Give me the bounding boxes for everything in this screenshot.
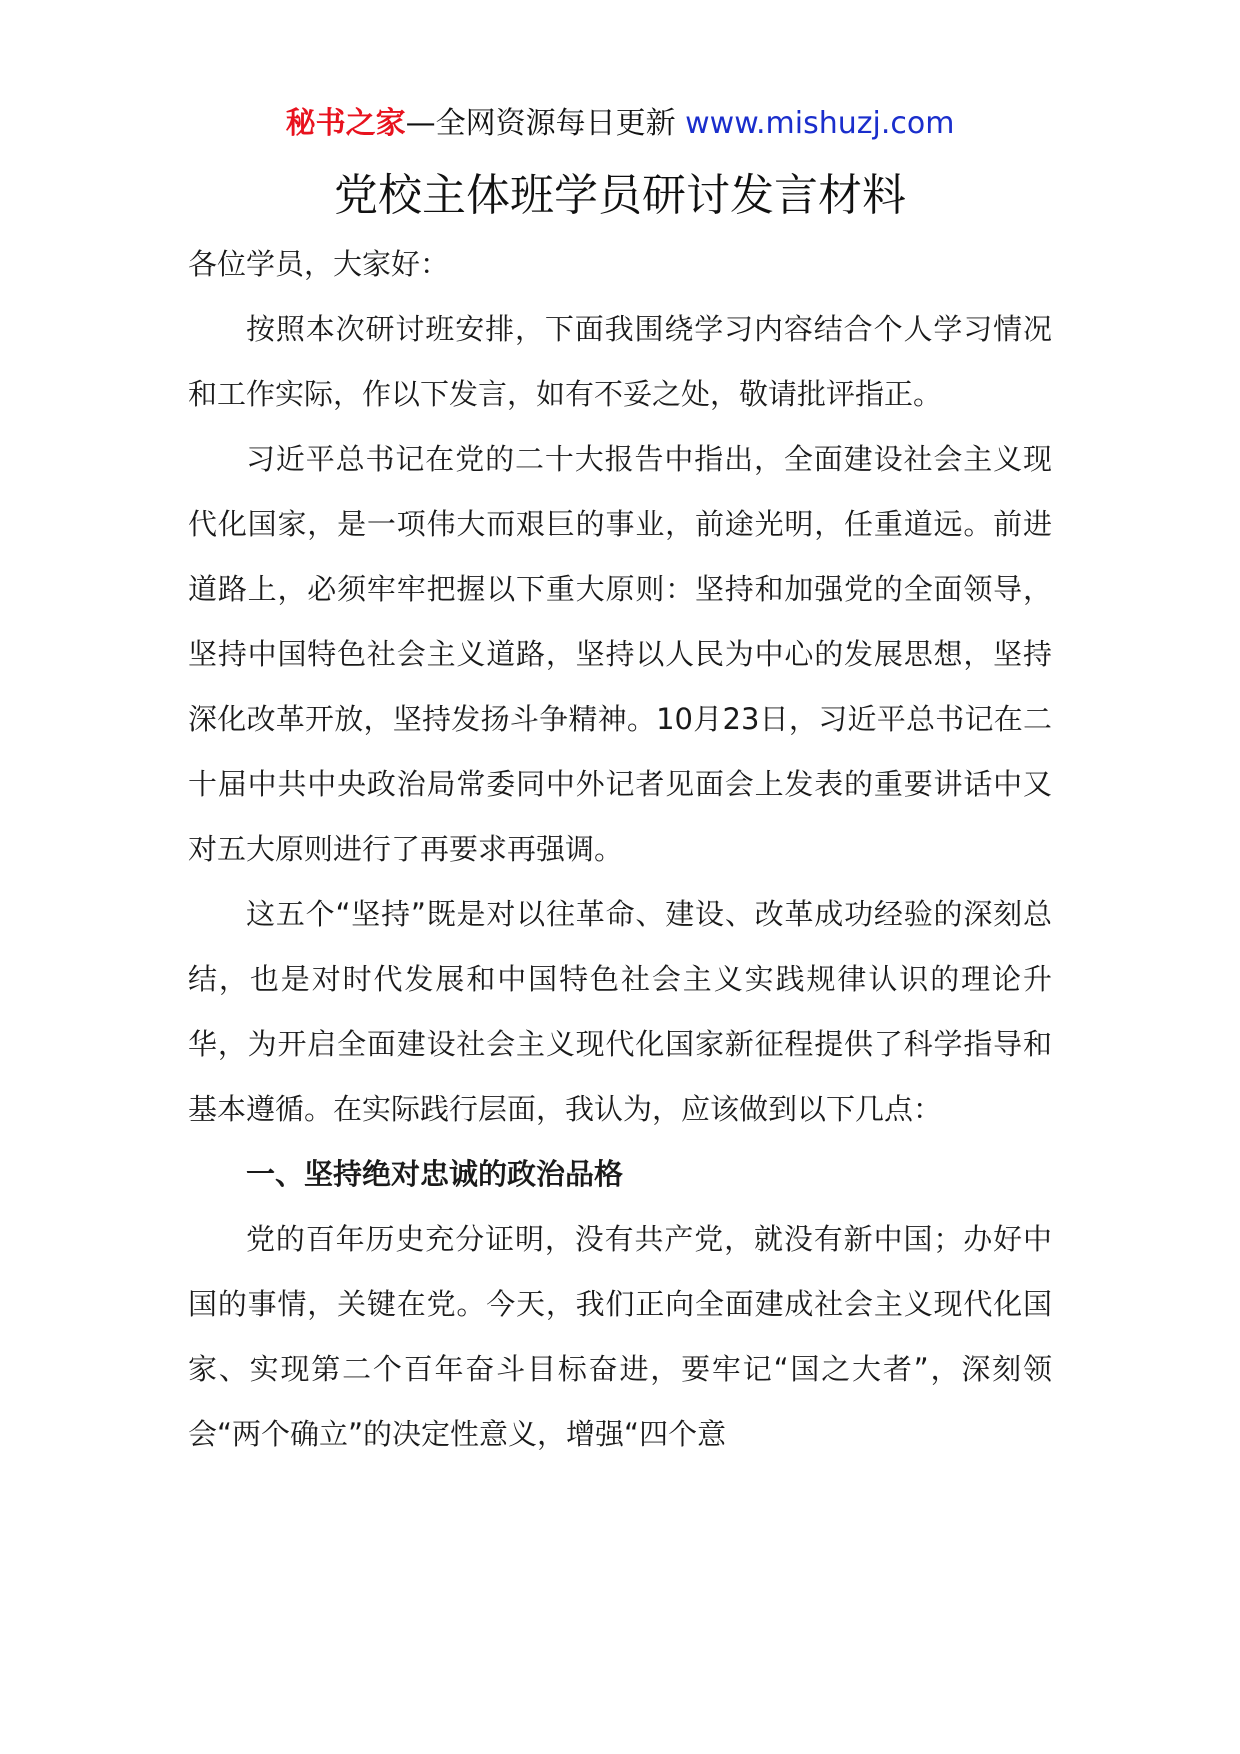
greeting-line: 各位学员，大家好： — [188, 247, 450, 281]
header-tagline: —全网资源每日更新 — [405, 106, 686, 141]
paragraph-intro: 按照本次研讨班安排，下面我围绕学习内容结合个人学习情况和工作实际，作以下发言，如有不妥之处，敬请批评指正。 — [188, 312, 1052, 411]
paragraph-principles: 习近平总书记在党的二十大报告中指出，全面建设社会主义现代化国家，是一项伟大而艰巨的事业，前途光明，任重道远。前进道路上，必须牢牢把握以下重大原则：坚持和加强党的全面领导，坚持中国特色社会主义道路，坚持以人民为中心的发展思想，坚持深化改革开放，坚持发扬斗争精神。10月23日，习近平总书记在二十届中共中央政治局常委同中外记者见面会上发表的重要讲话中又对五大原则进行了再要求再强调。 — [188, 442, 1052, 866]
paragraph-section-1: 党的百年历史充分证明，没有共产党，就没有新中国；办好中国的事情，关键在党。今天，我们正向全面建成社会主义现代化国家、实现第二个百年奋斗目标奋进，要牢记“国之大者”，深刻领会“两个确立”的决定性意义，增强“四个意 — [188, 1222, 1052, 1451]
site-header — [188, 100, 1052, 148]
document-title: 党校主体班学员研讨发言材料 — [334, 170, 906, 221]
paragraph-summary: 这五个“坚持”既是对以往革命、建设、改革成功经验的深刻总结，也是对时代发展和中国特色社会主义实践规律认识的理论升华，为开启全面建设社会主义现代化国家新征程提供了科学指导和基本遵循。在实际践行层面，我认为，应该做到以下几点： — [188, 897, 1052, 1126]
section-heading-1: 一、坚持绝对忠诚的政治品格 — [246, 1157, 624, 1191]
brand-name: 秘书之家 — [285, 106, 406, 141]
site-url-link[interactable]: www.mishuzj.com — [685, 106, 955, 141]
